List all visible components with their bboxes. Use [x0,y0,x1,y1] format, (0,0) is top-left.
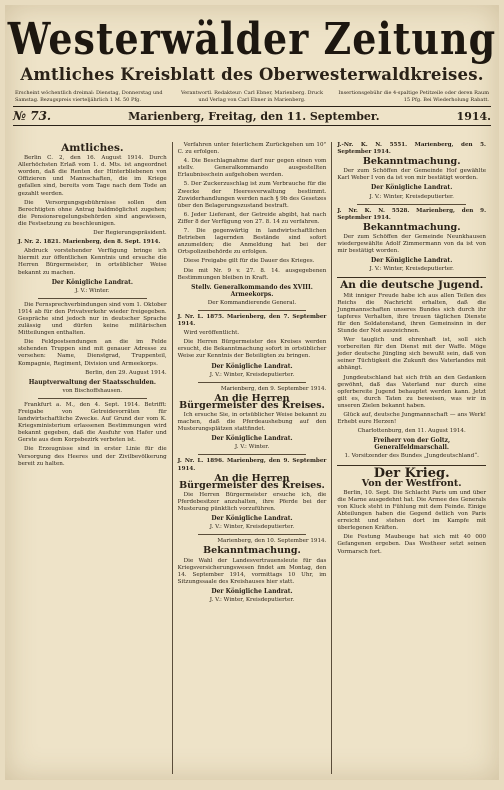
divider [337,277,486,278]
notice-heading: Bekanntmachung. [203,545,301,557]
notice-heading: Bekanntmachung. [362,221,461,233]
reference-line: J. Nr. K. N. 5528. Marienberg, den 9. September 1914. [337,207,487,221]
paragraph: Wer tauglich und ehrenhaft ist, soll sich vorbereiten für den Dienst mit der Waffe. Möge jeder deutsche Jüngling sich bewußt sein, daß von seiner Tüchtigkeit die Zukunft des Vaterlandes mit abhängt. [337,337,487,372]
paragraph: Die Wahl der Landesvertrauensleute für das Kriegsversicherungswesen findet am Montag, den 14. September 1914, vormittags 10 Uhr, im Sitzungssaale des Kreishauses hier statt. [177,557,327,585]
signature: Der Regierungspräsident. [93,230,167,237]
column-3 [331,142,491,774]
signature: Stellv. Generalkommando des XVIII. Armeekorps. [191,283,313,298]
paragraph: 5. Der Zuckerzuschlag ist zum Verbrauche für die Zwecke der Heeresverwaltung bestimmt. Zuwiderhandlungen werden nach § 9b des Gesetzes über den Belagerungszustand bestraft. [177,181,327,209]
masthead [5,5,499,84]
divider [198,310,307,311]
paragraph: Berlin C. 2, den 16. August 1914. Durch Allerhöchsten Erlaß vom 1. d. Mts. ist angeordnet worden, daß die Renten der Hinterbliebenen von Offizieren und Mannschaften, die im Kriege gefallen sind, bereits vom Tage nach dem Tode an gezahlt werden. [18,155,167,197]
issue-bar [13,106,491,126]
dateline: Marienberg, den 9. September 1914. [220,385,327,392]
signature: Der Königliche Landrat. [211,362,293,370]
signature: 1. Vorsitzender des Bundes „Jungdeutschland“. [344,453,479,460]
paragraph: 7. Die gegenwärtig in landwirtschaftlichen Betrieben lagernden Bestände sind sofort anzumelden; die Anmeldung hat bei der Ortspolizeibehörde zu erfolgen. [177,228,327,256]
reference-line: J. Nr. L. 1875. Marienberg, den 7. September 1914. [177,313,327,328]
notice-heading: An die Herren Bürgermeister des Kreises. [179,392,325,411]
reference-line: J. Nr. L. 1896. Marienberg, den 9. September 1914. [177,458,327,472]
paragraph: Die Feldpostsendungen an die im Felde stehenden Truppen sind mit genauer Adresse zu versehen: Name, Dienstgrad, Truppenteil, Kompagnie, Regiment, Division und Armeekorps. [18,339,167,367]
issue-place-date: Marienberg, Freitag, den 11. September. [128,109,380,123]
signature: Der Kommandierende General. [207,299,297,306]
reference-line: J. Nr. 2. 1821. Marienberg, den 8. Sept. 1914. [18,239,161,246]
signature: Der Königliche Landrat. [211,435,293,443]
signature: Der Königliche Landrat. [211,515,293,523]
paragraph: Frankfurt a. M., den 4. Sept. 1914. Betrifft: Freigabe von Getreidevorräten für landwirtschaftliche Zwecke. Auf Grund der vom K. Kriegsministerium erlassenen Bestimmungen wird bekannt gegeben, daß die Ausfuhr von Hafer und Gerste aus dem Korpsbezirk verboten ist. [18,401,167,444]
signature: J. V.: Winter. [75,287,110,294]
divider [38,398,147,399]
divider [198,454,307,455]
paragraph: 4. Die Beschlagnahme darf nur gegen einen vom stellv. Generalkommando ausgestellten Erlaubnisschein aufgehoben werden. [177,158,327,179]
signature: J. V.: Winter, Kreisdeputierter. [209,371,295,378]
newspaper-subtitle: Amtliches Kreisblatt des Oberwesterwaldkreises. [20,65,484,84]
paragraph: Wird veröffentlicht. [183,330,240,337]
notice-heading: Bekanntmachung. [362,156,461,168]
signature: Der Königliche Landrat. [51,278,133,286]
paragraph: Berlin, 10. Sept. Die Schlacht Paris um und über die Marne ausgedehnt hat. Die Armee des Generals von Kluck steht in Fühlung mit dem Feinde. Einige Abteilungen haben die Gegend östlich von Paris erreicht und stehen dort im Kampfe mit überlegenen Kräften. [337,489,487,532]
signature: J. V.: Winter, Kreisdeputierter. [369,193,454,200]
paragraph: Die Fernsprechverbindungen sind vom 1. Oktober 1914 ab für den Privatverkehr wieder freigegeben. Gespräche sind jedoch nur in deutscher Sprache zulässig und dürfen keine militärischen Mitteilungen enthalten. [18,301,167,337]
signature: J. V.: Winter. [234,444,270,451]
paragraph: Mit inniger Freude habe ich aus allen Teilen des Reichs die Nachricht erhalten, daß die Jungmannschaften unseres Bundes sich durch ihr tapferes Verhalten, ihre treuen täglichen Dienste für den Soldatenstand, ihren Gemeinsinn in der Stunde der Not auszeichnen. [337,292,487,334]
issue-year: 1914. [456,109,491,123]
signature: J. V.: Winter, Kreisdeputierter. [209,596,295,603]
signature: von Bischoffshausen. [62,387,123,394]
signature: Der Königliche Landrat. [371,184,453,192]
signature: Der Königliche Landrat. [211,587,293,595]
paragraph: Die Festung Maubeuge hat sich mit 40 000 Gefangenen ergeben. Das Westheer setzt seinen Vormarsch fort. [337,534,487,555]
paragraph: Die Erzeugnisse sind in erster Linie für die Versorgung des Heeres und der Zivilbevölkerung bereit zu halten. [18,446,167,467]
column-1 [13,142,172,774]
section-heading-krieg: Der Krieg. [373,465,450,481]
paragraph: Die Herren Bürgermeister des Kreises werden ersucht, die Bekanntmachung sofort in ortsüblicher Weise zur Kenntnis der Beteiligten zu bringen. [177,339,327,360]
divider [357,204,466,205]
signature: Freiherr von der Goltz, Generalfeldmarschall. [373,437,451,452]
info-bar [15,90,489,103]
section-heading-amtliches: Amtliches. [61,142,124,154]
divider [38,298,147,299]
paragraph: Diese Freigabe gilt für die Dauer des Krieges. [183,258,315,265]
paragraph: 6. Jeder Lieferant, der Getreide abgibt, hat nach Ziffer 8 der Verfügung von 27. 8. 14 zu verfahren. [177,211,327,225]
dateline: Berlin, den 29. August 1914. [85,369,167,376]
signature: J. V.: Winter, Kreisdeputierter. [209,524,295,531]
signature: Hauptverwaltung der Staatsschulden. [28,378,156,386]
paragraph: Die mit Nr. 9 v. 27. 8. 14. ausgegebenen Bestimmungen bleiben in Kraft. [177,267,327,281]
paragraph: Jungdeutschland hat sich früh an den Gedanken gewöhnt, daß das Vaterland nur durch eine opferbereite Jugend behauptet werden kann. Jetzt gilt es, durch Taten zu beweisen, was wir in unseren Zielen bekannt haben. [337,374,487,409]
dateline: Charlottenburg, den 11. August 1914. [357,428,466,435]
newspaper-title: Westerwälder Zeitung [7,12,497,65]
paragraph: Der zum Schöffen der Gemeinde Hof gewählte Karl Weber I von da ist von mir bestätigt worden. [337,168,487,182]
divider [198,534,307,535]
paragraph: Ich ersuche Sie, in ortsüblicher Weise bekannt zu machen, daß die Pferdeaushebung auf den Musterungsplätzen stattfindet. [177,412,327,433]
advertising-info: Insertionsgebühr die 4-spaltige Petitzeile oder deren Raum 15 Pfg. Bei Wiederholung Rabatt. [338,90,489,103]
signature: Der Königliche Landrat. [371,257,453,265]
signature: J. V.: Winter, Kreisdeputierter. [369,266,454,273]
article-columns [13,142,491,774]
article-heading-westfront: Von der Westfront. [361,477,462,489]
paragraph: Der zum Schöffen der Gemeinde Neunkhausen wiedergewählte Adolf Zimmermann von da ist von mir bestätigt worden. [337,233,487,255]
paragraph: Die Versorgungsgebührnisse sollen den Berechtigten ohne Antrag baldmöglichst zugehen; die Pensionsregelungsbehörden sind angewiesen, die Festsetzung zu beschleunigen. [18,199,167,227]
publisher-info: Verantwortl. Redakteur: Carl Ebner, Marienberg. Druck und Verlag von Carl Ebner in Marienberg. [180,90,324,103]
notice-heading: An die Herren Bürgermeister des Kreises. [179,472,325,491]
column-2 [172,142,332,774]
divider [198,382,307,383]
paragraph: Glück auf, deutsche Jungmannschaft — ans Werk! Erhebt eure Herzen! [337,412,487,426]
paragraph: Abdruck vorstehender Verfügung bringe ich hiermit zur öffentlichen Kenntnis und ersuche die Herren Bürgermeister, in ortsüblicher Weise bekannt zu machen. [18,248,167,276]
article-heading-jugend: An die deutsche Jugend. [340,279,484,292]
newspaper-page [5,5,499,780]
subscription-info: Erscheint wöchentlich dreimal: Dienstag, Donnerstag und Samstag. Bezugspreis vierteljährlich 1 M. 50 Pfg. [15,90,163,103]
paragraph: Die Herren Bürgermeister ersuche ich, die Pferdebesitzer anzuhalten, ihre Pferde bei der Musterung pünktlich vorzuführen. [177,491,327,513]
issue-number: № 73. [13,109,52,123]
reference-line: J.-Nr. K. N. 5551. Marienberg, den 5. September 1914. [337,142,487,156]
dateline: Marienberg, den 10. September 1914. [217,538,327,545]
paragraph: Verfahren unter feierlichem Zurückgehen um 10° C. zu erfolgen. [177,142,327,156]
